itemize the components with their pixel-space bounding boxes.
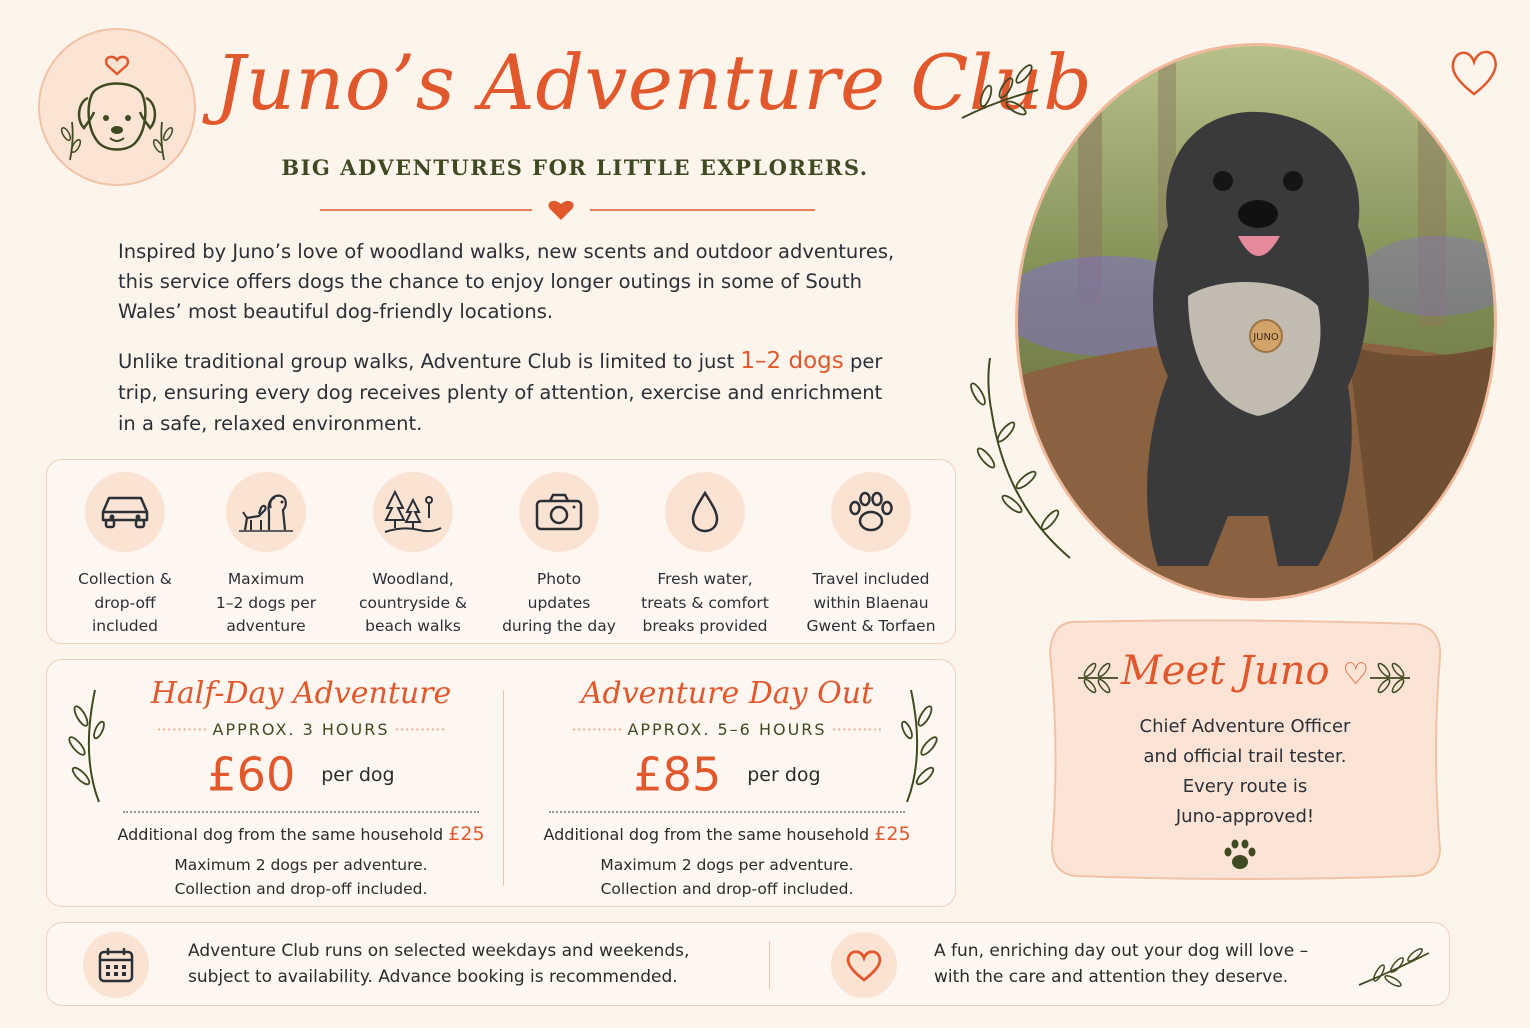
- dogs-icon: [237, 488, 295, 536]
- paw-icon: [1222, 838, 1258, 872]
- feature-label: Maximum 1–2 dogs per adventure: [215, 570, 317, 635]
- price-unit: per dog: [321, 763, 395, 786]
- dotted-divider: [549, 811, 905, 813]
- additional-dog-price: Additional dog from the same household £25: [117, 823, 485, 845]
- calendar-icon: [96, 945, 136, 985]
- availability-text: Adventure Club runs on selected weekdays and weekends, subject to availability. Advance booking is recommended.: [188, 941, 690, 987]
- feature-icon-circle: [665, 472, 745, 552]
- logo-badge: [38, 28, 196, 186]
- collar-tag-text: JUNO: [1253, 332, 1279, 343]
- calendar-icon-circle: [83, 932, 149, 998]
- heart-icon: [844, 947, 884, 983]
- feature-photos: [489, 472, 629, 639]
- feature-travel: [801, 472, 941, 639]
- feature-icon-circle: [373, 472, 453, 552]
- pricing-price-row: [101, 743, 501, 805]
- leaf-vine-icon: [966, 354, 1078, 562]
- pricing-price-row: [527, 743, 927, 805]
- intro-p2-after: per trip, ensuring every dog receives plenty of attention, exercise and enrichment in a safe, relaxed environment.: [118, 350, 883, 435]
- price-unit: per dog: [747, 763, 821, 786]
- meet-juno-text: Chief Adventure Officer and official trail tester. Every route is Juno-approved!: [1139, 716, 1351, 827]
- feature-label: Fresh water, treats & comfort breaks provided: [641, 570, 769, 635]
- promise-text: A fun, enriching day out your dog will love – with the care and attention they deserve.: [934, 941, 1309, 987]
- feature-walks: [343, 472, 483, 639]
- dotted-divider: [123, 811, 479, 813]
- meet-juno-card: [1046, 618, 1444, 880]
- pricing-half-day: [101, 660, 501, 901]
- pricing-panel: [46, 659, 956, 907]
- intro-p2-highlight: 1–2 dogs: [740, 348, 844, 374]
- water-drop-icon: [687, 489, 723, 535]
- feature-icon-circle: [226, 472, 306, 552]
- pricing-title: Adventure Day Out: [580, 676, 874, 711]
- heart-divider: [320, 198, 815, 222]
- intro-paragraph-2: [118, 346, 898, 439]
- feature-icon-circle: [831, 472, 911, 552]
- intro-paragraph-1: Inspired by Juno’s love of woodland walks, new scents and outdoor adventures, this service offers dogs the chance to enjoy longer outings in some of South Wales’ most beautiful dog-friendly locations.: [118, 240, 895, 323]
- trees-icon: [383, 486, 443, 538]
- feature-collection: [55, 472, 195, 639]
- feature-label: Woodland, countryside & beach walks: [358, 570, 468, 635]
- price: £60: [207, 747, 296, 802]
- pricing-day-out: [527, 660, 927, 901]
- page-title: Juno’s Adventure Club: [215, 38, 1093, 127]
- paw-icon: [846, 489, 896, 535]
- feature-label: Travel included within Blaenau Gwent & Torfaen: [806, 570, 936, 635]
- leaf-sprig-icon: [958, 60, 1042, 122]
- pricing-title: Half-Day Adventure: [150, 676, 452, 711]
- camera-icon: [534, 491, 584, 533]
- intro-p2-before: Unlike traditional group walks, Adventure Club is limited to just: [118, 350, 741, 373]
- pricing-separator: [503, 690, 504, 886]
- feature-max-dogs: [196, 472, 336, 639]
- info-bar: [46, 922, 1450, 1006]
- heart-outline-icon: [1448, 44, 1500, 100]
- feature-label: Photo updates during the day: [502, 570, 616, 635]
- pricing-duration: ·········· APPROX. 5–6 HOURS ··········: [571, 720, 883, 739]
- juno-photo: [1015, 43, 1497, 601]
- pricing-note: Maximum 2 dogs per adventure. Collection and drop-off included.: [600, 856, 854, 898]
- heart-icon-circle: [831, 932, 897, 998]
- dog-photo-illustration: [1018, 46, 1494, 598]
- price: £85: [633, 747, 722, 802]
- feature-icon-circle: [519, 472, 599, 552]
- pricing-duration: ·········· APPROX. 3 HOURS ··········: [156, 720, 446, 739]
- info-separator: [769, 941, 770, 989]
- features-panel: [46, 459, 956, 644]
- additional-dog-price: Additional dog from the same household £25: [543, 823, 911, 845]
- feature-water: [635, 472, 775, 639]
- pricing-note: Maximum 2 dogs per adventure. Collection and drop-off included.: [174, 856, 428, 898]
- heart-icon: ♡: [1342, 657, 1370, 692]
- leaf-sprig-icon: [1357, 945, 1431, 989]
- feature-icon-circle: [85, 472, 165, 552]
- meet-juno-title: Meet Juno ♡: [1120, 648, 1370, 694]
- feature-label: Collection & drop-off included: [78, 570, 172, 635]
- car-icon: [97, 490, 153, 534]
- dog-face-icon: [40, 30, 194, 184]
- tagline: BIG ADVENTURES FOR LITTLE EXPLORERS.: [281, 155, 869, 180]
